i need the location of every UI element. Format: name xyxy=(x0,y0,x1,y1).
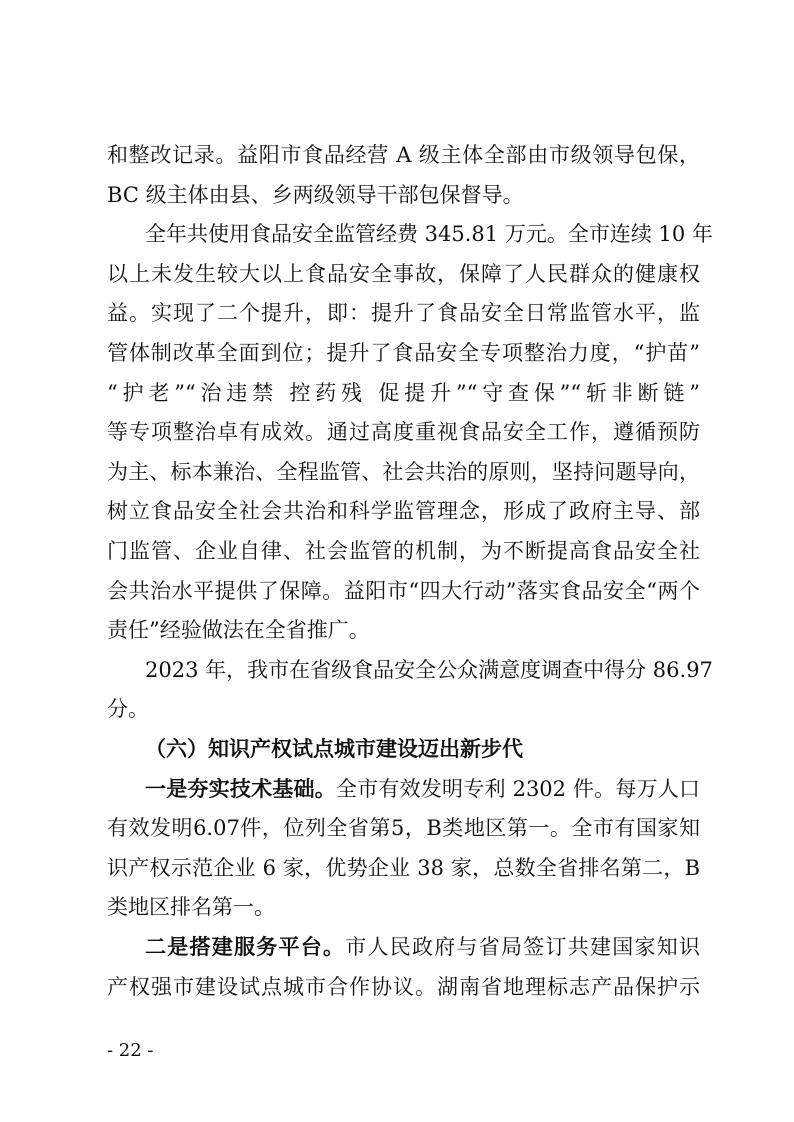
text-line xyxy=(107,617,700,643)
text-run: BC 级主体由县、乡两级领导干部包保督导。 xyxy=(107,182,524,207)
text-run: 产权强市建设试点城市合作协议。湖南省地理标志产品保护示 xyxy=(107,974,700,999)
text-line xyxy=(145,657,713,683)
text-run: 分。 xyxy=(107,697,149,722)
text-run: 和整改记录。益阳市食品经营 A 级主体全部由市级领导包保， xyxy=(107,143,700,167)
text-run: 门监管、企业自律、社会监管的机制，为不断提高食品安全社 xyxy=(107,539,700,563)
text-line xyxy=(107,578,700,604)
text-line xyxy=(107,419,700,445)
text-line xyxy=(107,815,700,841)
text-run: 为主、标本兼治、全程监管、社会共治的原则，坚持问题导向， xyxy=(107,459,700,484)
page-number: - 22 - xyxy=(107,1040,154,1061)
text-line xyxy=(107,696,700,722)
text-run: 全市有效发明专利 2302 件。每万人口 xyxy=(335,776,700,801)
text-run: 益。实现了二个提升，即：提升了食品安全日常监管水平，监 xyxy=(107,301,700,326)
text-line xyxy=(107,855,700,881)
bold-lead-text: 一是夯实技术基础。 xyxy=(145,775,336,801)
bold-lead-text: 二是搭建服务平台。 xyxy=(145,934,346,959)
text-line xyxy=(107,974,700,1000)
text-run: 2023 年，我市在省级食品安全公众满意度调查中得分 86.97 xyxy=(145,657,713,682)
text-line xyxy=(107,380,700,406)
text-line xyxy=(107,459,700,485)
text-line xyxy=(145,934,700,960)
text-run: 识产权示范企业 6 家，优势企业 38 家，总数全省排名第二，B xyxy=(107,855,700,880)
text-line xyxy=(107,142,700,168)
text-run: 管体制改革全面到位；提升了食品安全专项整治力度，“护苗” xyxy=(107,341,700,365)
text-line xyxy=(107,538,700,564)
text-line xyxy=(107,894,700,920)
text-run: 等专项整治卓有成效。通过高度重视食品安全工作，遵循预防 xyxy=(107,420,700,445)
text-run: 全年共使用食品安全监管经费 345.81 万元。全市连续 10 年 xyxy=(145,222,713,247)
text-run: 会共治水平提供了保障。益阳市“四大行动”落实食品安全“两个 xyxy=(107,578,700,603)
text-line xyxy=(107,340,700,366)
text-line xyxy=(107,261,700,287)
text-run: “护老”“治违禁 控药残 促提升”“守查保”“斩非断链” xyxy=(107,380,700,405)
text-run: 责任”经验做法在全省推广。 xyxy=(107,618,370,643)
text-run: 以上未发生较大以上食品安全事故，保障了人民群众的健康权 xyxy=(107,261,700,286)
text-line xyxy=(107,182,700,208)
section-heading xyxy=(145,736,700,762)
text-line xyxy=(107,300,700,326)
text-run: 有效发明6.07件，位列全省第5，B类地区第一。全市有国家知 xyxy=(107,816,700,841)
bold-lead-text: （六）知识产权试点城市建设迈出新步代 xyxy=(145,736,523,761)
text-run: 市人民政府与省局签订共建国家知识 xyxy=(345,935,700,959)
text-run: 树立食品安全社会共治和科学监管理念，形成了政府主导、部 xyxy=(107,499,700,524)
text-run: 类地区排名第一。 xyxy=(107,895,275,920)
text-line xyxy=(107,498,700,524)
text-line xyxy=(145,776,700,802)
text-line xyxy=(145,221,713,247)
